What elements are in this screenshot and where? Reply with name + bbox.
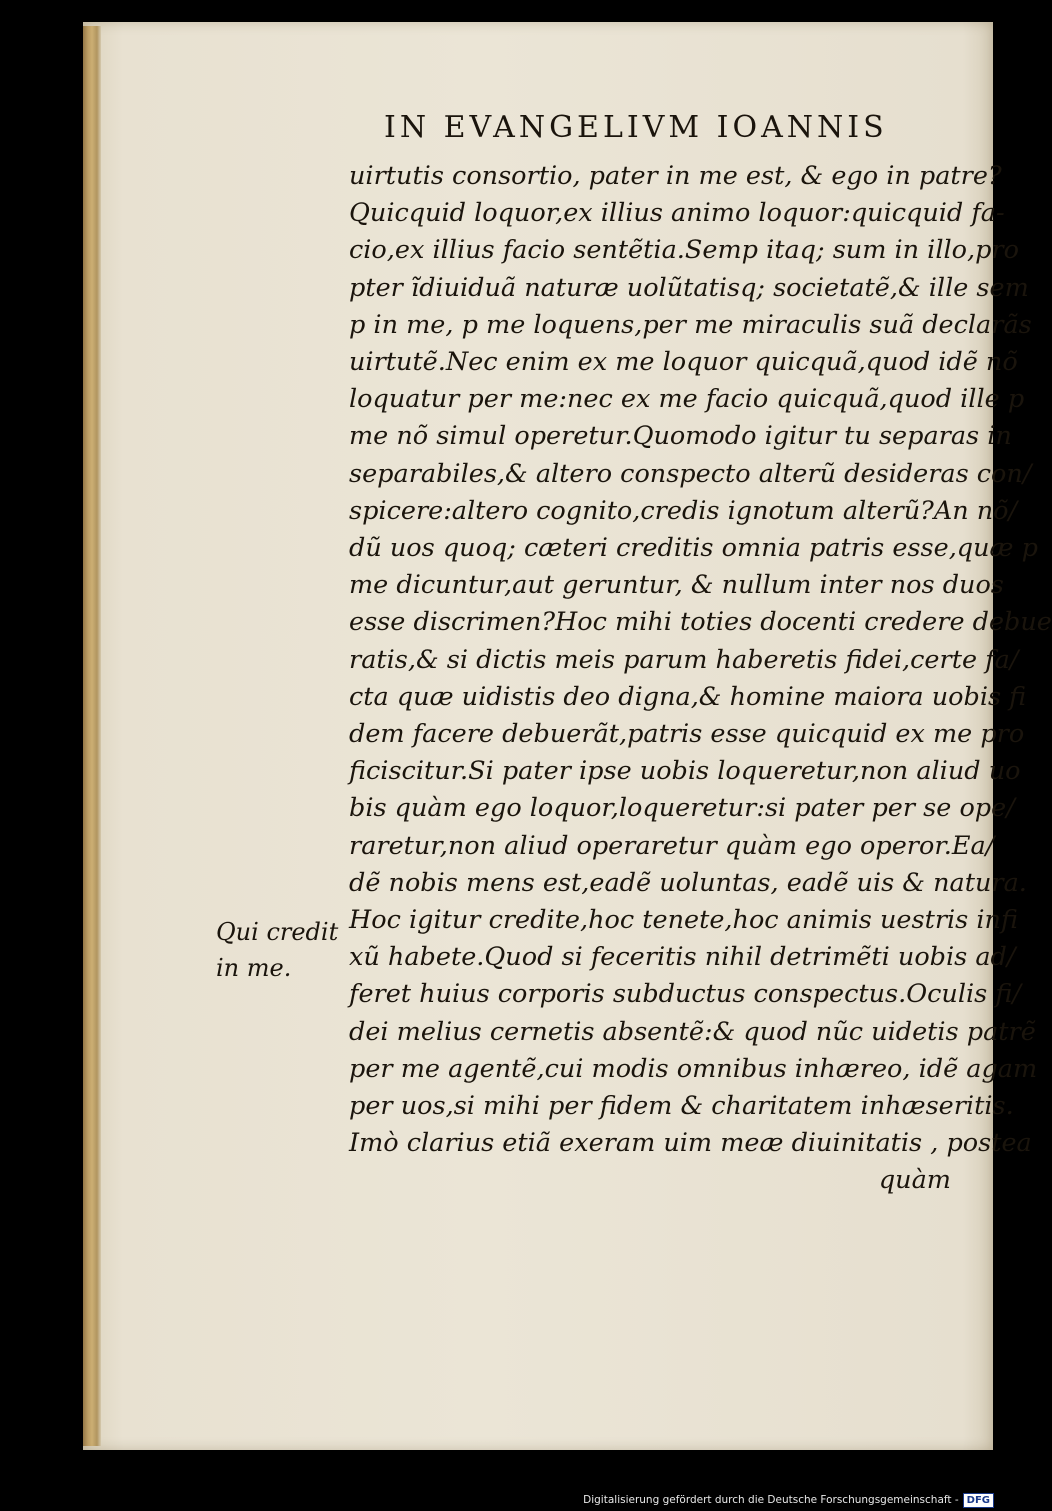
text-line: ratis,& si dictis meis parum haberetis fidei,certe fa/ [349,644,1019,675]
text-line: dẽ nobis mens est,eadẽ uoluntas, eadẽ uis & natura. [349,867,1027,898]
text-line: per me agentẽ,cui modis omnibus inhæreo, idẽ agam [349,1053,1038,1084]
text-line: raretur,non aliud operaretur quàm ego operor.Ea/ [349,830,995,861]
text-line: feret huius corporis subductus conspectus.Oculis fi/ [349,979,1021,1010]
funding-footer [583,1491,994,1509]
marginal-note-line: in me. [216,954,292,982]
text-line: Imò clarius etiã exeram uim meæ diuinitatis , postea [349,1128,1032,1159]
text-line: Quicquid loquor,ex illius animo loquor:quicquid fa- [349,198,1005,229]
text-line: p in me, p me loquens,per me miraculis suã declarãs [349,309,1032,340]
body-text [349,158,1052,1200]
running-head: IN EVANGELIVM IOANNIS [384,110,888,145]
text-line: uirtutẽ.Nec enim ex me loquor quicquã,quod idẽ nõ [349,347,1018,378]
funding-text: Digitalisierung gefördert durch die Deutsche Forschungsgemeinschaft - [583,1494,959,1506]
text-line: dem facere debuerãt,patris esse quicquid ex me pro [349,719,1025,750]
dfg-logo: DFG [963,1493,994,1508]
catchword: quàm [878,1165,951,1196]
marginal-note [216,914,346,986]
text-line: ficiscitur.Si pater ipse uobis loqueretur,non aliud uo [349,756,1021,787]
text-line: spicere:altero cognito,credis ignotum alterũ?An nõ/ [349,495,1018,526]
text-line: per uos,si mihi per fidem & charitatem inhæseritis. [349,1091,1014,1122]
text-line: Hoc igitur credite,hoc tenete,hoc animis uestris infi [349,905,1018,936]
text-line: cta quæ uidistis deo digna,& homine maiora uobis fi [349,681,1027,712]
marginal-note-line: Qui credit [216,918,339,946]
text-line: uirtutis consortio, pater in me est, & ego in patre? [349,161,1002,191]
text-line: pter ĩdiuiduã naturæ uolũtatisq; societatẽ,& ille sem [349,272,1029,303]
text-line: dei melius cernetis absentẽ:& quod nũc uidetis patrẽ [349,1016,1036,1047]
text-line: loquatur per me:nec ex me facio quicquã,quod ille p [349,384,1025,415]
text-line: dũ uos quoq; cæteri creditis omnia patris esse,quæ p [349,533,1038,564]
page-gutter-edge [83,26,101,1446]
text-line: cio,ex illius facio sentẽtia.Semp itaq; sum in illo,pro [349,235,1019,266]
text-line: xũ habete.Quod si feceritis nihil detrimẽti uobis ad/ [349,942,1016,973]
text-line: me dicuntur,aut geruntur, & nullum inter nos duos [349,570,1004,601]
text-line: me nõ simul operetur.Quomodo igitur tu separas in [349,421,1012,452]
text-line: esse discrimen?Hoc mihi toties docenti credere debue [349,607,1052,638]
text-line: separabiles,& altero conspecto alterũ desideras con/ [349,458,1032,489]
text-line: bis quàm ego loquor,loqueretur:si pater per se ope/ [349,793,1015,824]
